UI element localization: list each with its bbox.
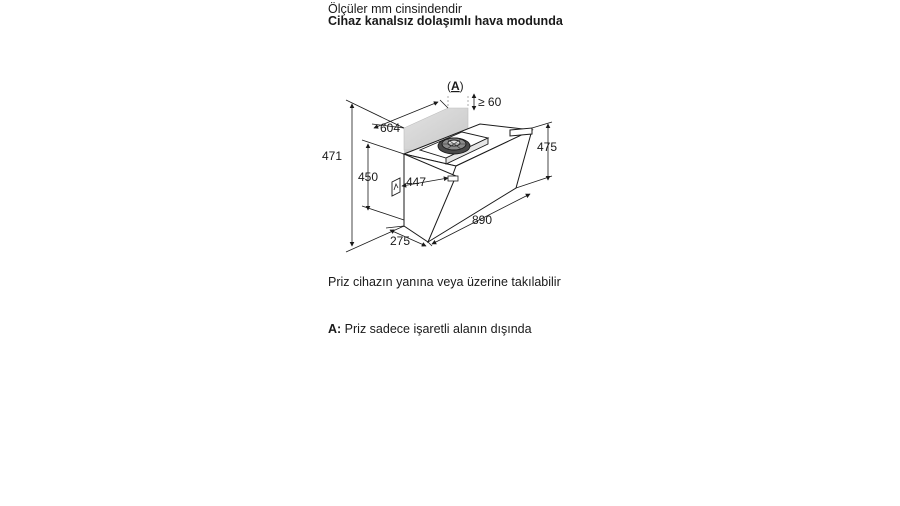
units-note: Ölçüler mm cinsindendir (328, 2, 463, 16)
dim-body-height: 450 (358, 170, 379, 184)
socket-note: Priz cihazın yanına veya üzerine takılabilir (328, 275, 561, 289)
dim-depth: 604 (380, 121, 401, 135)
dim-total-height: 471 (321, 149, 342, 163)
callout-label: (A) (447, 79, 464, 93)
dim-base-depth: 275 (390, 234, 411, 248)
legend-note (328, 322, 532, 336)
legend-text: Priz sadece işaretli alanın dışında (341, 322, 532, 336)
mode-title: Cihaz kanalsız dolaşımlı hava modunda (328, 14, 563, 28)
dim-inner-depth: 447 (406, 175, 427, 189)
dim-width: 890 (472, 213, 493, 227)
dim-front-height: 475 (537, 140, 558, 154)
dim-clearance: ≥ 60 (478, 95, 502, 109)
legend-key: A: (328, 322, 342, 336)
